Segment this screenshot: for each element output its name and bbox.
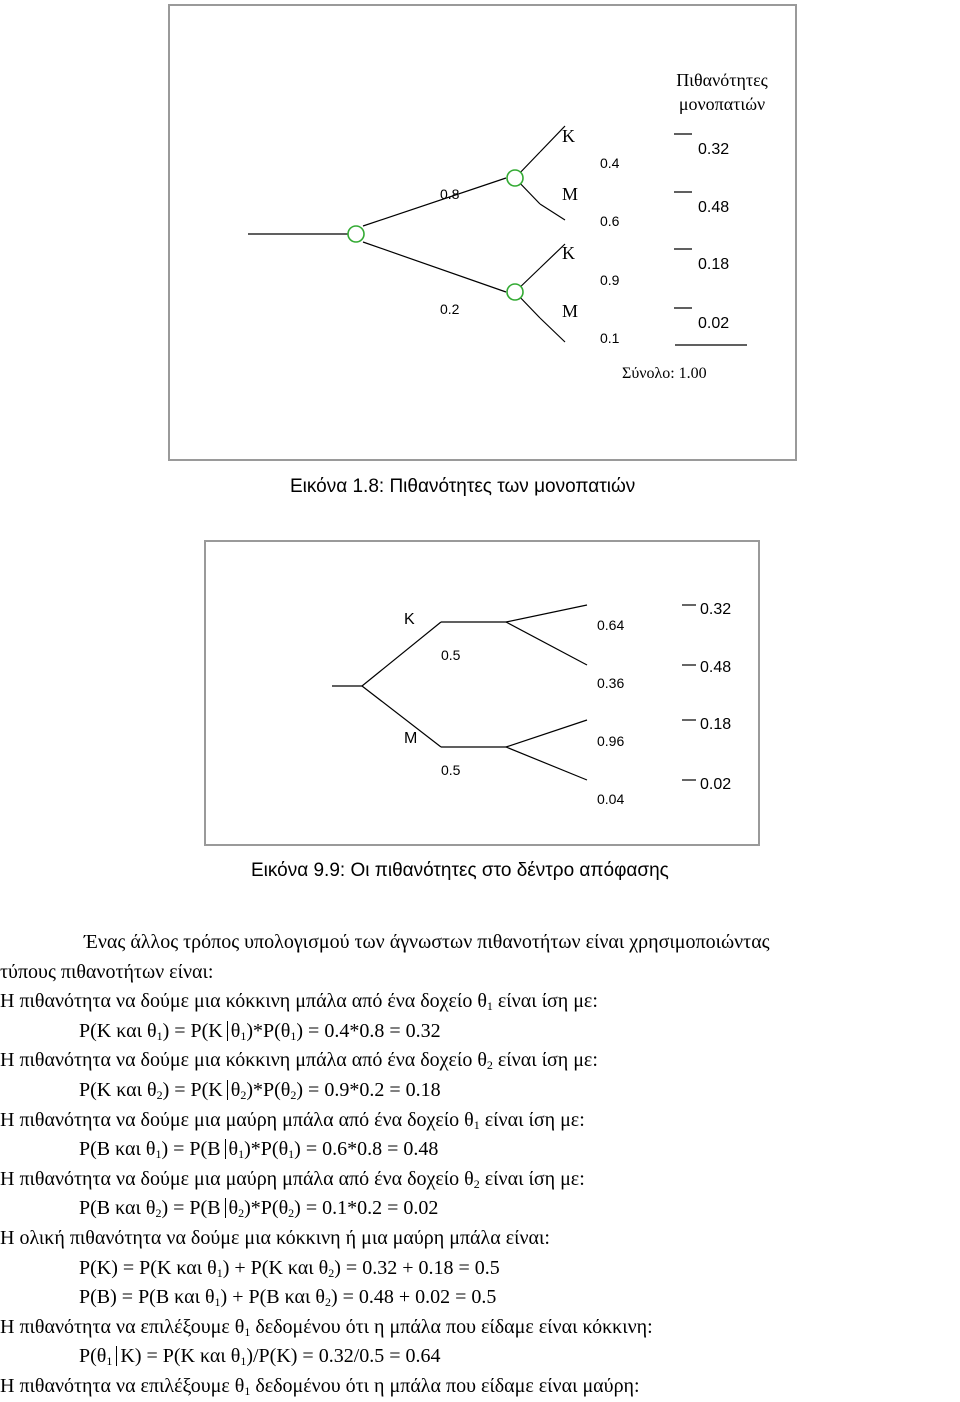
formula-line: P(K) = P(K και $\theta_1) + P(K$ και $\theta_2) = 0.32 + 0.18 = 0.5$ bbox=[79, 1256, 500, 1280]
outcome-prob: 0.1 bbox=[600, 330, 620, 346]
statement-line: Η πιθανότητα να δούμε μια κόκκινη μπάλα από ένα δοχείο $\theta_1$ είναι ίση με: bbox=[0, 990, 598, 1014]
statement-line: Η πιθανότητα να επιλέξουμε $\theta_1$ δεδομένου ότι η μπάλα που είδαμε είναι κόκκινη: bbox=[0, 1315, 653, 1339]
sub-prob: 0.64 bbox=[597, 617, 625, 633]
chance-node-lower bbox=[507, 284, 523, 300]
formula-line: P(B και $\theta_2) = P(B$ $\theta_2)*P(\theta_2) = 0.1*0.2 = 0.02$ bbox=[79, 1197, 439, 1221]
sub-prob: 0.04 bbox=[597, 791, 625, 807]
path-prob: 0.48 bbox=[698, 199, 730, 216]
intro-line-2: τύπους πιθανοτήτων είναι: bbox=[0, 960, 214, 983]
statement-line: Η ολική πιθανότητα να δούμε μια κόκκινη ή μια μαύρη μπάλα είναι: bbox=[0, 1226, 550, 1249]
root-chance-node bbox=[348, 226, 364, 242]
path-prob: 0.48 bbox=[700, 659, 732, 676]
path-prob: 0.02 bbox=[700, 776, 732, 793]
figure-path-probabilities bbox=[168, 4, 797, 461]
formula-line: P(B και $\theta_1) = P(B$ $\theta_1)*P(\theta_1) = 0.6*0.8 = 0.48$ bbox=[79, 1138, 439, 1162]
probability-tree-diagram bbox=[170, 6, 795, 459]
statement-line: Η πιθανότητα να δούμε μια μαύρη μπάλα από ένα δοχείο $\theta_1$ είναι ίση με: bbox=[0, 1108, 585, 1132]
figure-decision-tree-probabilities bbox=[204, 540, 760, 846]
formula-line: P(B) = P(B και $\theta_1) + P(B$ και $\theta_2) = 0.48 + 0.02 = 0.5$ bbox=[79, 1286, 497, 1310]
outcome-label: Κ bbox=[562, 243, 575, 263]
outcome-label: Μ bbox=[562, 301, 579, 321]
branch-prob: 0.8 bbox=[440, 186, 460, 202]
path-prob: 0.18 bbox=[698, 256, 730, 273]
branch-prob: 0.5 bbox=[441, 647, 461, 663]
path-prob: 0.32 bbox=[700, 601, 732, 618]
formula-line: $P(\theta_1$ K) = P(K και $\theta_1)/P(K) = 0.32/0.5 = 0.64$ bbox=[79, 1345, 441, 1369]
path-prob: 0.18 bbox=[700, 716, 732, 733]
header-line-1: Πιθανότητες bbox=[676, 70, 768, 90]
branch-label: Μ bbox=[404, 730, 418, 747]
formula-line: P(K και $\theta_1) = P(K$ $\theta_1)*P(\theta_1) = 0.4*0.8 = 0.32$ bbox=[79, 1019, 441, 1043]
branch-prob: 0.5 bbox=[441, 762, 461, 778]
statement-line: Η πιθανότητα να δούμε μια κόκκινη μπάλα από ένα δοχείο $\theta_2$ είναι ίση με: bbox=[0, 1049, 598, 1073]
outcome-prob: 0.9 bbox=[600, 272, 620, 288]
outcome-prob: 0.4 bbox=[600, 155, 620, 171]
sub-prob: 0.96 bbox=[597, 733, 625, 749]
figure1-caption: Εικόνα 1.8: Πιθανότητες των μονοπατιών bbox=[290, 476, 636, 497]
chance-node-upper bbox=[507, 170, 523, 186]
decision-tree-diagram bbox=[206, 542, 758, 844]
body-text bbox=[0, 928, 960, 1402]
intro-line-1: Ένας άλλος τρόπος υπολογισμού των άγνωστων πιθανοτήτων είναι χρησιμοποιώντας bbox=[84, 931, 770, 953]
path-prob: 0.02 bbox=[698, 315, 730, 332]
branch-label: Κ bbox=[404, 611, 415, 628]
sub-prob: 0.36 bbox=[597, 675, 625, 691]
statement-line: Η πιθανότητα να δούμε μια μαύρη μπάλα από ένα δοχείο $\theta_2$ είναι ίση με: bbox=[0, 1167, 585, 1191]
branch-prob: 0.2 bbox=[440, 301, 460, 317]
figure2-caption: Εικόνα 9.9: Οι πιθανότητες στο δέντρο απόφασης bbox=[251, 860, 669, 881]
formula-line: P(K και $\theta_2) = P(K$ $\theta_2)*P(\theta_2) = 0.9*0.2 = 0.18$ bbox=[79, 1078, 441, 1102]
outcome-label: Μ bbox=[562, 184, 579, 204]
statement-line: Η πιθανότητα να επιλέξουμε $\theta_1$ δεδομένου ότι η μπάλα που είδαμε είναι μαύρη: bbox=[0, 1374, 640, 1398]
path-prob: 0.32 bbox=[698, 141, 730, 158]
outcome-prob: 0.6 bbox=[600, 213, 620, 229]
total-label: Σύνολο: 1.00 bbox=[622, 365, 707, 382]
outcome-label: Κ bbox=[562, 126, 575, 146]
header-line-2: μονοπατιών bbox=[678, 94, 766, 114]
